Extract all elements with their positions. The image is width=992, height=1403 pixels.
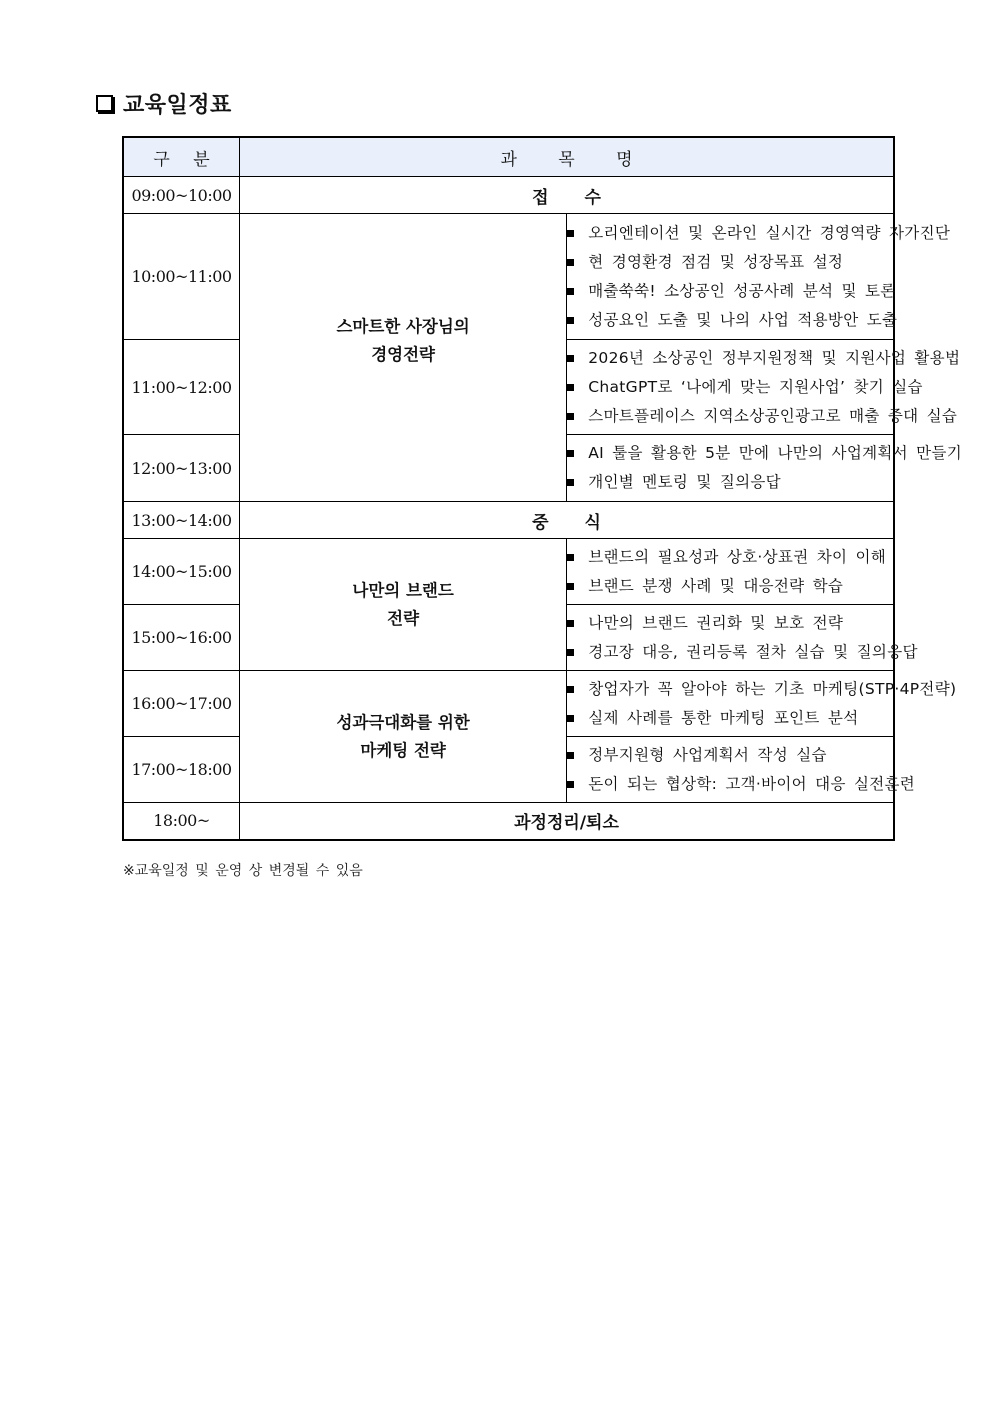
time-cell: 18:00~ [123, 803, 240, 840]
square-bullet-icon [567, 450, 574, 457]
square-bullet-icon [567, 259, 574, 266]
time-cell: 10:00~11:00 [123, 214, 240, 340]
closing-cell: 과정정리/퇴소 [240, 803, 895, 840]
category-cell-brand [240, 539, 567, 671]
list-item: 정부지원형 사업계획서 작성 실습 [567, 741, 893, 770]
lunch-cell: 중 식 [240, 502, 895, 539]
time-cell: 09:00~10:00 [123, 177, 240, 214]
time-cell: 11:00~12:00 [123, 340, 240, 435]
list-item: 실제 사례를 통한 마케팅 포인트 분석 [567, 704, 893, 733]
list-item: 성공요인 도출 및 나의 사업 적용방안 도출 [567, 306, 893, 335]
square-bullet-icon [567, 413, 574, 420]
list-item: 2026년 소상공인 정부지원정책 및 지원사업 활용법 [567, 344, 893, 373]
subject-cell [567, 214, 951, 340]
registration-cell: 접 수 [240, 177, 895, 214]
square-bullet-icon [567, 781, 574, 788]
time-cell: 14:00~15:00 [123, 539, 240, 605]
square-bullet-icon [567, 649, 574, 656]
time-cell: 16:00~17:00 [123, 671, 240, 737]
square-bullet-icon [567, 554, 574, 561]
list-item: 창업자가 꼭 알아야 하는 기초 마케팅(STP·4P전략) [567, 675, 893, 704]
checkbox-square-icon [96, 95, 113, 112]
square-bullet-icon [567, 230, 574, 237]
list-item: AI 툴을 활용한 5분 만에 나만의 사업계획서 만들기 [567, 439, 893, 468]
table-row [123, 502, 894, 539]
subject-cell [567, 605, 918, 671]
time-cell: 12:00~13:00 [123, 435, 240, 502]
square-bullet-icon [567, 384, 574, 391]
list-item: 나만의 브랜드 권리화 및 보호 전략 [567, 609, 893, 638]
square-bullet-icon [567, 317, 574, 324]
category-line: 스마트한 사장님의 [336, 316, 470, 336]
category-line: 마케팅 전략 [360, 740, 446, 760]
subject-cell [567, 539, 894, 605]
square-bullet-icon [567, 715, 574, 722]
table-row [123, 177, 894, 214]
table-row [123, 671, 894, 737]
list-item: 브랜드 분쟁 사례 및 대응전략 학습 [567, 572, 893, 601]
list-item: 개인별 멘토링 및 질의응답 [567, 468, 893, 497]
table-row [123, 803, 894, 840]
list-item: 브랜드의 필요성과 상호·상표권 차이 이해 [567, 543, 893, 572]
square-bullet-icon [567, 479, 574, 486]
square-bullet-icon [567, 620, 574, 627]
category-line: 전략 [387, 608, 420, 628]
subject-cell [567, 671, 957, 737]
section-title [96, 88, 232, 119]
header-time: 구 분 [123, 137, 240, 177]
time-cell: 13:00~14:00 [123, 502, 240, 539]
list-item: 돈이 되는 협상학: 고객·바이어 대응 실전훈련 [567, 770, 893, 799]
category-cell-management [240, 214, 567, 502]
table-row [123, 539, 894, 605]
square-bullet-icon [567, 288, 574, 295]
square-bullet-icon [567, 686, 574, 693]
list-item: 오리엔테이션 및 온라인 실시간 경영역량 자가진단 [567, 219, 893, 248]
schedule-table [122, 136, 962, 841]
section-title-text: 교육일정표 [123, 93, 232, 118]
header-subject: 과 목 명 [240, 137, 895, 177]
time-cell: 15:00~16:00 [123, 605, 240, 671]
list-item: 현 경영환경 점검 및 성장목표 설정 [567, 248, 893, 277]
list-item: 매출쑥쑥! 소상공인 성공사례 분석 및 토론 [567, 277, 893, 306]
footnote: ※교육일정 및 운영 상 변경될 수 있음 [123, 863, 363, 879]
category-line: 나만의 브랜드 [352, 580, 454, 600]
category-line: 성과극대화를 위한 [336, 712, 470, 732]
subject-cell [567, 435, 962, 502]
subject-cell [567, 340, 961, 435]
square-bullet-icon [567, 355, 574, 362]
subject-cell [567, 737, 916, 803]
category-cell-marketing [240, 671, 567, 803]
list-item: ChatGPT로 ‘나에게 맞는 지원사업’ 찾기 실습 [567, 373, 893, 402]
table-row [123, 214, 894, 340]
list-item: 스마트플레이스 지역소상공인광고로 매출 증대 실습 [567, 402, 893, 431]
square-bullet-icon [567, 583, 574, 590]
list-item: 경고장 대응, 권리등록 절차 실습 및 질의응답 [567, 638, 893, 667]
time-cell: 17:00~18:00 [123, 737, 240, 803]
table-header-row [123, 137, 894, 177]
square-bullet-icon [567, 752, 574, 759]
category-line: 경영전략 [371, 344, 435, 364]
